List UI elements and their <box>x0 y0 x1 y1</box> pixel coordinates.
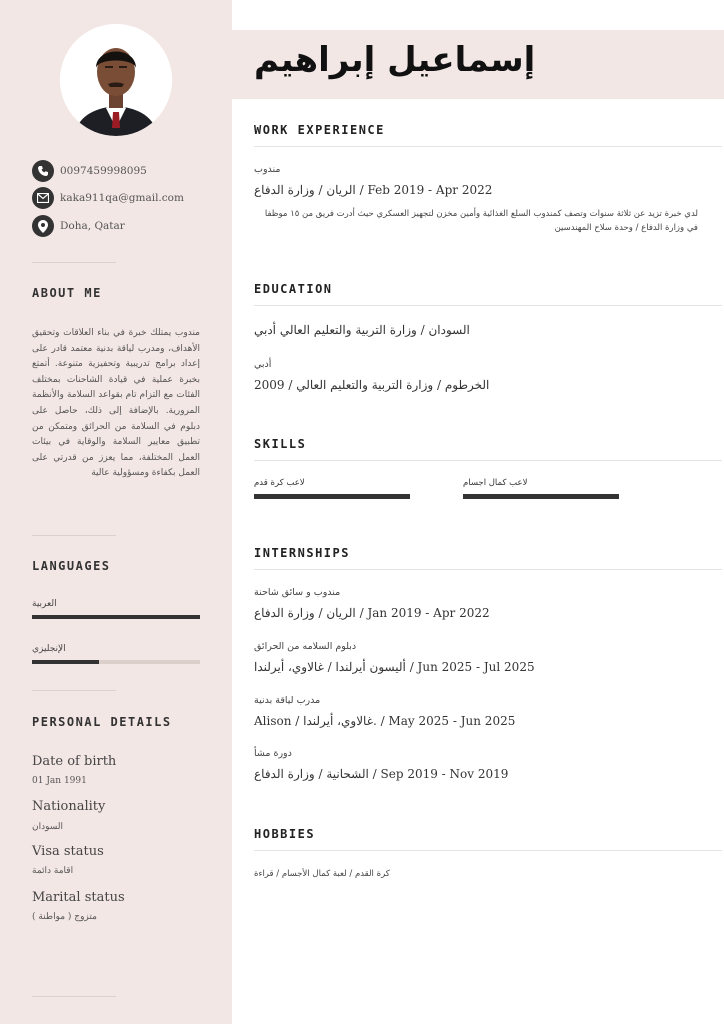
divider <box>32 535 116 536</box>
skill-bar <box>463 494 619 499</box>
contact-phone[interactable] <box>32 160 147 182</box>
email-icon <box>32 187 54 209</box>
language-level-bar <box>32 615 200 619</box>
name-banner <box>232 30 724 99</box>
education-line: الخرطوم / وزارة التربية والتعليم العالي / 2009 <box>254 378 490 392</box>
skill-item <box>463 478 619 499</box>
location-text: Doha, Qatar <box>60 220 125 232</box>
internship-line: الشحانية / وزارة الدفاع / Sep 2019 - Nov 2019 <box>254 767 509 781</box>
internship-title: دورة مشأ <box>254 748 292 759</box>
skills-heading: SKILLS <box>254 437 307 451</box>
location-pin-icon <box>32 215 54 237</box>
contact-location <box>32 215 125 237</box>
visa-value: اقامة دائمة <box>32 866 74 876</box>
job-description: لدي خبرة تزيد عن ثلاثة سنوات وتصف كمندوب السلع الغذائية وأمين مخزن لتجهيز العسكري حيث أدرت فريق من ١٥ موظفا في وزارة الدفاع / وحدة سلاح المهندسين <box>264 209 698 233</box>
education-title: أدبي <box>254 359 272 370</box>
hobbies-text: كرة القدم / لعبة كمال الأجسام / قراءة <box>254 869 390 879</box>
marital-label: Marital status <box>32 890 125 905</box>
language-level-fill <box>32 615 200 619</box>
internship-title: مدرب لياقة بدنية <box>254 695 321 706</box>
about-text: مندوب يمتلك خبرة في بناء العلاقات وتحقيق الأهداف، ومدرب لياقة بدنية معتمد قادر على إعداد برامج تدريبية وتحفيزية متنوعة. أتمتع بخبرة عملية في قيادة الشاحنات بمختلف الفئات مع التزام تام بقواعد السلامة والأنظمة المرورية. بالإضافة إلى ذلك، حاصل على دبلوم في السلامة من الحرائق ومتمكن من تطبيق معايير السلامة والوقاية في بيئات العمل المختلفة، مما يعزز من قدرتي على العمل بكفاءة ومسؤولية عالية <box>32 328 200 479</box>
language-level-bar <box>32 660 200 664</box>
personal-details-heading: PERSONAL DETAILS <box>32 715 172 729</box>
skill-name: لاعب كمال اجسام <box>463 478 528 488</box>
divider <box>254 146 722 147</box>
language-level-fill <box>32 660 99 664</box>
marital-value: متزوج ( مواطنة ) <box>32 912 97 922</box>
divider <box>254 569 722 570</box>
dob-value: 01 Jan 1991 <box>32 776 87 786</box>
languages-heading: LANGUAGES <box>32 559 111 573</box>
dob-label: Date of birth <box>32 754 117 769</box>
phone-text: 0097459998095 <box>60 165 147 177</box>
profile-photo <box>60 24 172 136</box>
internship-title: مندوب و سائق شاحنة <box>254 587 341 598</box>
skill-item <box>254 478 410 499</box>
internship-line: أليسون أيرلندا / غالاوي، أيرلندا / Jun 2025 - Jul 2025 <box>254 660 535 674</box>
skill-name: لاعب كرة قدم <box>254 478 305 488</box>
contact-email[interactable] <box>32 187 184 209</box>
avatar-illustration <box>60 24 172 136</box>
internship-line: Alison / غالاوي، أيرلندا. / May 2025 - Jun 2025 <box>254 714 516 728</box>
nationality-value: السودان <box>32 822 64 832</box>
phone-icon <box>32 160 54 182</box>
internship-title: دبلوم السلامه من الحرائق <box>254 641 357 652</box>
nationality-label: Nationality <box>32 799 106 814</box>
divider <box>32 996 116 997</box>
language-name: العربية <box>32 599 57 609</box>
divider <box>32 690 116 691</box>
divider <box>254 460 722 461</box>
divider <box>254 305 722 306</box>
education-heading: EDUCATION <box>254 282 333 296</box>
divider <box>254 850 722 851</box>
education-line: السودان / وزارة التربية والتعليم العالي أدبي <box>254 323 470 337</box>
internship-line: الريان / وزارة الدفاع / Jan 2019 - Apr 2022 <box>254 606 490 620</box>
about-heading: ABOUT ME <box>32 286 102 300</box>
internships-heading: INTERNSHIPS <box>254 546 350 560</box>
sidebar <box>0 0 232 1024</box>
hobbies-heading: HOBBIES <box>254 827 316 841</box>
candidate-name: إسماعيل إبراهيم <box>254 40 536 80</box>
job-line: الريان / وزارة الدفاع / Feb 2019 - Apr 2022 <box>254 183 493 197</box>
language-name: الإنجليزي <box>32 644 66 654</box>
job-title: مندوب <box>254 164 281 175</box>
skill-bar <box>254 494 410 499</box>
visa-label: Visa status <box>32 844 104 859</box>
divider <box>32 262 116 263</box>
email-text: kaka911qa@gmail.com <box>60 192 184 204</box>
work-experience-heading: WORK EXPERIENCE <box>254 123 385 137</box>
